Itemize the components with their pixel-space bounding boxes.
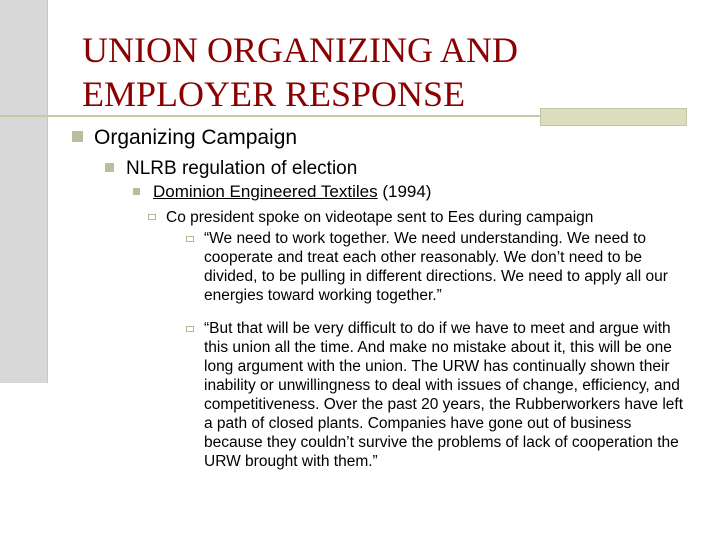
bullet-level-3	[133, 181, 431, 203]
title-line-2: EMPLOYER RESPONSE	[82, 74, 466, 114]
left-decorative-bar	[0, 0, 48, 383]
square-bullet-icon	[133, 188, 140, 195]
hollow-bullet-icon	[148, 214, 156, 220]
case-name-link[interactable]: Dominion Engineered Textiles	[153, 182, 378, 201]
quote-text-2: “But that will be very difficult to do if we have to meet and argue with this union all the time. And make no mistake about it, this will be one long argument with the union. The URW has continually shown their inability or unwillingness to deal with issues of change, efficiency, and competitiveness. Over the past 20 years, the Rubberworkers have left a path of closed plants. Companies have gone out of business because they couldn’t survive the problems of lack of cooperation the URW brought with them.”	[204, 320, 684, 470]
videotape-point-text: Co president spoke on videotape sent to Ees during campaign	[166, 209, 594, 226]
hollow-bullet-icon	[186, 236, 194, 242]
case-year-text: (1994)	[377, 182, 432, 201]
organizing-campaign-text: Organizing Campaign	[94, 126, 298, 149]
slide-title	[82, 28, 682, 116]
square-bullet-icon	[105, 163, 114, 172]
quote-block-1	[186, 229, 686, 305]
hollow-bullet-icon	[186, 326, 194, 332]
nlrb-regulation-text: NLRB regulation of election	[126, 158, 358, 179]
title-line-1: UNION ORGANIZING AND	[82, 30, 518, 70]
bullet-level-4	[148, 208, 593, 227]
quote-text-1: “We need to work together. We need understanding. We need to cooperate and treat each other reasonably. We don’t need to be divided, to be pulling in different directions. We need to apply all our energies toward working together.”	[204, 230, 668, 304]
quote-block-2	[186, 319, 686, 471]
bullet-level-1	[72, 125, 297, 151]
bullet-level-2	[105, 157, 357, 181]
square-bullet-icon	[72, 131, 83, 142]
